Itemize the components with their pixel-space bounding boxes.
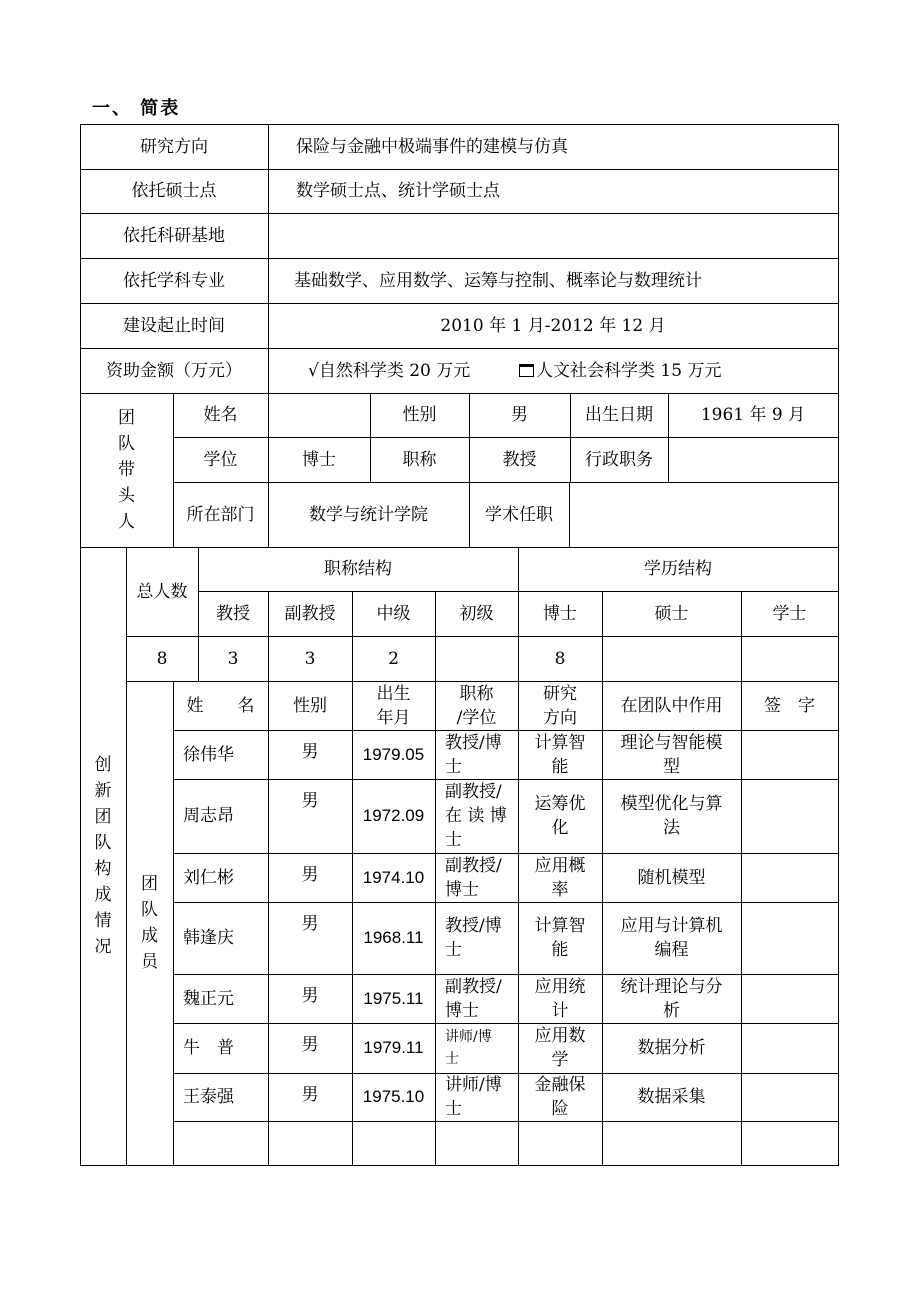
member-role-line: 法: [663, 818, 680, 838]
member-direction-line: 率: [551, 879, 569, 900]
header-birth: [352, 681, 435, 730]
leader-dept-label: 所在部门: [186, 504, 255, 525]
funding-label: 资助金额（万元）: [106, 360, 242, 381]
row-label: 依托科研基地: [123, 225, 225, 246]
count-cell: 2: [388, 648, 399, 669]
count-cell: [602, 636, 741, 681]
count-cell: 8: [156, 648, 168, 669]
table-hline: [173, 1121, 839, 1122]
member-name: 魏正元: [183, 988, 234, 1009]
member-direction-line: 能: [551, 940, 569, 960]
leader-group-label-char: 团: [118, 408, 135, 428]
header-birth-line: 年月: [376, 707, 411, 728]
education-header: 硕士: [654, 603, 689, 624]
member-role-line: 理论与智能模: [620, 732, 723, 753]
member-title-line: 教授/博: [445, 732, 502, 753]
leader-degree: 博士: [302, 449, 336, 470]
title-header: 教授: [216, 603, 250, 624]
member-direction-line: 应用数: [534, 1026, 586, 1046]
composition-group-label-char: 队: [94, 833, 112, 853]
header-title-line: 职称: [459, 683, 494, 704]
header-name: 姓 名: [186, 695, 255, 716]
member-direction-line: 应用概: [534, 855, 586, 876]
leader-academic: [569, 482, 838, 547]
row-value: [268, 213, 838, 258]
leader-group-label-char: 队: [118, 434, 135, 454]
member-role: [602, 730, 741, 779]
members-group-label-char: 队: [141, 900, 158, 920]
member-direction-line: 应用统: [534, 976, 586, 997]
member-role-line: 型: [663, 756, 680, 777]
members-group-label: [126, 681, 173, 1165]
row-value: 基础数学、应用数学、运筹与控制、概率论与数理统计: [294, 270, 702, 291]
header-title-line: /学位: [456, 707, 497, 728]
member-direction-line: 化: [551, 818, 569, 838]
leader-degree-label: 学位: [203, 449, 238, 470]
title-header: 初级: [459, 603, 494, 624]
member-direction: [518, 853, 602, 902]
member-gender: 男: [301, 791, 319, 811]
funding-option-natural-science[interactable]: √自然科学类 20 万元: [308, 360, 471, 381]
composition-group-label-char: 成: [94, 885, 112, 905]
row-value: 保险与金融中极端事件的建模与仿真: [296, 136, 568, 157]
member-role: [602, 902, 741, 974]
member-gender: 男: [301, 914, 319, 934]
funding-option-label: 人文社会科学类 15 万元: [536, 360, 722, 381]
member-role-line: 析: [663, 1000, 680, 1021]
count-cell: [741, 636, 838, 681]
education-structure-label: 学历结构: [644, 559, 712, 579]
composition-group-label-char: 创: [94, 755, 112, 775]
leader-group-label-char: 头: [118, 486, 135, 506]
member-name: 王泰强: [183, 1087, 234, 1107]
funding-option-humanities[interactable]: [519, 348, 779, 393]
member-direction: [518, 1023, 602, 1073]
member-direction-line: 能: [551, 756, 569, 777]
title-structure-label: 职称结构: [324, 559, 392, 579]
members-group-label-char: 成: [141, 926, 158, 946]
member-gender: 男: [301, 865, 319, 885]
member-birth: 1979.05: [362, 744, 425, 764]
members-group-label-char: 员: [141, 952, 158, 972]
member-gender: 男: [301, 1035, 319, 1055]
member-direction: [518, 974, 602, 1023]
member-gender: 男: [301, 986, 319, 1006]
member-direction: [518, 1073, 602, 1121]
count-cell: 8: [554, 648, 566, 669]
leader-group-label: [80, 393, 173, 547]
header-title: [435, 681, 518, 730]
member-title-line: 博士: [445, 879, 479, 900]
members-group-label-char: 团: [141, 874, 158, 894]
member-sign: [741, 974, 838, 1023]
member-gender: 男: [301, 742, 319, 762]
member-title: [435, 779, 518, 853]
member-direction-line: 计: [551, 1000, 569, 1021]
education-header: 博士: [543, 603, 577, 624]
row-value: 数学硕士点、统计学硕士点: [296, 181, 500, 201]
row-label: 依托学科专业: [123, 270, 225, 291]
member-birth: 1972.09: [362, 806, 425, 825]
row-label: 依托硕士点: [131, 181, 217, 201]
header-sign: 签 字: [764, 695, 815, 716]
member-direction: [518, 779, 602, 853]
member-title-line: 士: [445, 940, 462, 960]
member-name: 韩逢庆: [183, 928, 234, 948]
member-role: [602, 974, 741, 1023]
member-role: [602, 779, 741, 853]
leader-title-label: 职称: [402, 449, 437, 470]
member-title: [435, 730, 518, 779]
member-sign: [741, 1073, 838, 1121]
member-birth: 1974.10: [362, 867, 425, 887]
count-cell: 3: [227, 648, 239, 669]
composition-group-label: [80, 547, 126, 1165]
table-vline: [838, 124, 839, 1166]
member-sign: [741, 853, 838, 902]
member-birth: 1979.11: [363, 1038, 424, 1057]
leader-admin: [668, 437, 838, 482]
composition-group-label-char: 团: [94, 807, 112, 827]
member-title: [435, 1073, 518, 1121]
member-role-line: 数据分析: [637, 1038, 706, 1058]
member-title-line: 教授/博: [445, 916, 502, 936]
title-header: 中级: [376, 603, 411, 624]
leader-gender: 男: [511, 405, 528, 425]
member-direction: [518, 730, 602, 779]
member-title-line: 副教授/: [445, 855, 502, 876]
header-direction-line: 方向: [543, 707, 577, 728]
header-role: 在团队中作用: [620, 695, 723, 716]
member-title-line: 在 读 博: [445, 806, 507, 826]
composition-group-label-char: 情: [94, 911, 112, 931]
member-direction-line: 险: [551, 1099, 569, 1119]
member-title-line: 讲师/博: [445, 1029, 492, 1045]
header-birth-line: 出生: [376, 683, 411, 704]
member-birth: 1975.11: [363, 988, 424, 1008]
member-direction-line: 运筹优: [534, 794, 586, 814]
member-role-line: 编程: [654, 940, 689, 960]
member-name: 徐伟华: [183, 744, 234, 765]
member-role-line: 统计理论与分: [620, 976, 723, 997]
header-gender: 性别: [293, 695, 327, 716]
member-title-line: 副教授/: [445, 976, 502, 997]
row-value: 2010 年 1 月-2012 年 12 月: [440, 315, 666, 336]
member-sign: [741, 730, 838, 779]
member-role: [602, 1073, 741, 1121]
member-title-line: 士: [445, 756, 462, 777]
member-direction-line: 计算智: [534, 732, 586, 753]
composition-group-label-char: 新: [94, 781, 112, 801]
leader-group-label-char: 带: [118, 460, 135, 480]
leader-gender-label: 性别: [402, 405, 437, 425]
header-direction: [518, 681, 602, 730]
member-title: [435, 974, 518, 1023]
leader-dept: 数学与统计学院: [309, 504, 428, 525]
member-direction-line: 计算智: [534, 916, 586, 936]
member-sign: [741, 1023, 838, 1073]
section-title: 一、 简表: [92, 98, 181, 119]
member-name: 刘仁彬: [183, 867, 234, 888]
composition-group-label-char: 况: [94, 937, 112, 957]
member-direction-line: 学: [551, 1050, 569, 1070]
title-header: 副教授: [284, 603, 336, 624]
table-hline: [80, 1165, 839, 1166]
member-title-line: 士: [445, 1099, 462, 1119]
total-label: 总人数: [136, 581, 188, 602]
leader-birth: 1961 年 9 月: [700, 405, 806, 425]
leader-group-label-char: 人: [118, 512, 135, 532]
member-birth: 1975.10: [362, 1087, 425, 1106]
member-birth: 1968.11: [363, 928, 424, 947]
member-sign: [741, 779, 838, 853]
leader-name-label: 姓名: [203, 405, 238, 425]
member-title-line: 博士: [445, 1000, 479, 1021]
member-title-line: 士: [445, 1051, 459, 1067]
member-name: 牛 普: [183, 1038, 234, 1058]
member-sign: [741, 902, 838, 974]
header-direction-line: 研究: [543, 683, 577, 704]
leader-academic-label: 学术任职: [485, 504, 553, 525]
row-label: 建设起止时间: [123, 315, 225, 336]
member-title: [435, 902, 518, 974]
count-cell: [435, 636, 518, 681]
leader-admin-label: 行政职务: [585, 449, 653, 470]
member-gender: 男: [301, 1085, 319, 1105]
member-role-line: 数据采集: [637, 1087, 706, 1107]
member-role-line: 模型优化与算: [620, 794, 723, 814]
composition-group-label-char: 构: [94, 859, 112, 879]
member-title-line: 士: [445, 830, 462, 850]
member-direction-line: 金融保: [534, 1075, 586, 1095]
member-title-line: 讲师/博: [445, 1075, 502, 1095]
member-name: 周志昂: [183, 806, 234, 826]
member-role: [602, 1023, 741, 1073]
leader-birth-label: 出生日期: [585, 405, 653, 425]
count-cell: 3: [304, 648, 316, 669]
member-direction: [518, 902, 602, 974]
leader-title: 教授: [502, 449, 537, 470]
member-role-line: 应用与计算机: [620, 916, 723, 936]
row-label: 研究方向: [140, 136, 208, 157]
leader-name: [268, 393, 370, 437]
member-role-line: 随机模型: [637, 867, 706, 888]
checkbox-icon[interactable]: [519, 364, 534, 377]
member-title: [435, 1023, 518, 1073]
member-role: [602, 853, 741, 902]
education-header: 学士: [772, 603, 807, 624]
member-title-line: 副教授/: [445, 782, 502, 802]
member-title: [435, 853, 518, 902]
